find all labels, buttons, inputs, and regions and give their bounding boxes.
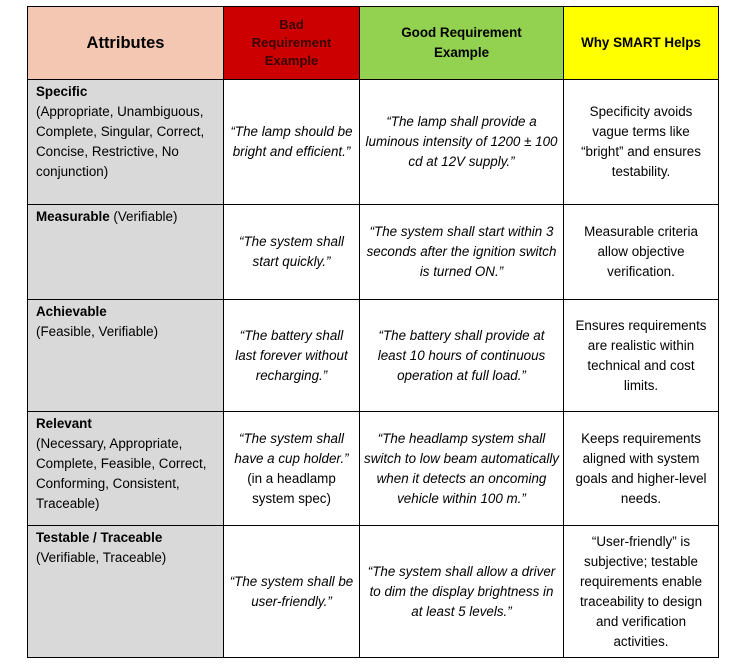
bad-example-note: (in a headlamp system spec)	[247, 470, 336, 506]
attribute-cell	[28, 412, 224, 526]
why-text: Measurable criteria allow objective verification.	[584, 224, 698, 279]
good-example-cell	[360, 300, 564, 412]
why-cell	[564, 412, 719, 526]
attribute-name: Measurable	[36, 209, 110, 224]
attribute-detail: (Necessary, Appropriate, Complete, Feasible, Correct, Conforming, Consistent, Traceable)	[36, 436, 207, 511]
bad-example-text: “The battery shall last forever without recharging.”	[235, 327, 348, 383]
bad-example-text: “The system shall start quickly.”	[239, 234, 344, 269]
good-example-cell	[360, 80, 564, 205]
why-text: Keeps requirements aligned with system goals and higher-level needs.	[575, 430, 707, 506]
attribute-name: Relevant	[36, 416, 92, 431]
table-row	[28, 300, 719, 412]
attribute-name: Achievable	[36, 304, 107, 319]
table-row	[28, 80, 719, 205]
attribute-name: Testable / Traceable	[36, 530, 163, 545]
good-example-text: “The lamp shall provide a luminous intensity of 1200 ± 100 cd at 12V supply.”	[365, 114, 558, 169]
attribute-name: Specific	[36, 84, 88, 99]
good-example-text: “The battery shall provide at least 10 hours of continuous operation at full load.”	[377, 327, 546, 383]
header-bad-text: Bad Requirement Example	[251, 17, 332, 68]
bad-example-cell	[224, 526, 360, 658]
header-attributes: Attributes	[28, 7, 224, 80]
good-example-text: “The headlamp system shall switch to low beam automatically when it detects an oncoming vehicle within 100 m.”	[364, 430, 559, 506]
good-example-cell	[360, 526, 564, 658]
bad-example-text: “The system shall be user-friendly.”	[229, 573, 354, 609]
header-good-example	[360, 7, 564, 80]
bad-example-cell	[224, 412, 360, 526]
header-row	[28, 7, 719, 80]
good-example-cell	[360, 412, 564, 526]
attribute-detail: (Verifiable, Traceable)	[36, 550, 167, 565]
table-row	[28, 412, 719, 526]
why-cell	[564, 526, 719, 658]
header-bad-example	[224, 7, 360, 80]
smart-requirements-table	[27, 6, 719, 658]
why-text: Specificity avoids vague terms like “bright” and ensures testability.	[581, 104, 701, 179]
attribute-detail: (Feasible, Verifiable)	[36, 324, 159, 339]
bad-example-cell	[224, 300, 360, 412]
table-row	[28, 526, 719, 658]
attribute-cell	[28, 80, 224, 205]
attribute-detail: (Appropriate, Unambiguous, Complete, Singular, Correct, Concise, Restrictive, No conjunction)	[36, 104, 205, 179]
why-cell	[564, 80, 719, 205]
attribute-detail: (Verifiable)	[109, 209, 178, 224]
attribute-cell	[28, 300, 224, 412]
bad-example-text: “The system shall have a cup holder.”	[234, 430, 349, 466]
header-why-smart: Why SMART Helps	[564, 7, 719, 80]
good-example-cell	[360, 205, 564, 300]
good-example-text: “The system shall allow a driver to dim the display brightness in at least 5 levels.”	[367, 563, 556, 619]
bad-example-cell	[224, 205, 360, 300]
attribute-cell	[28, 526, 224, 658]
table-row	[28, 205, 719, 300]
attribute-cell	[28, 205, 224, 300]
bad-example-text: “The lamp should be bright and efficient.”	[230, 124, 353, 159]
why-cell	[564, 300, 719, 412]
why-text: Ensures requirements are realistic within technical and cost limits.	[575, 317, 707, 393]
why-text: “User-friendly” is subjective; testable requirements enable traceability to design and verification activities.	[579, 533, 703, 649]
header-good-text: Good Requirement Example	[401, 25, 522, 60]
good-example-text: “The system shall start within 3 seconds after the ignition switch is turned ON.”	[366, 224, 557, 279]
why-cell	[564, 205, 719, 300]
bad-example-cell	[224, 80, 360, 205]
